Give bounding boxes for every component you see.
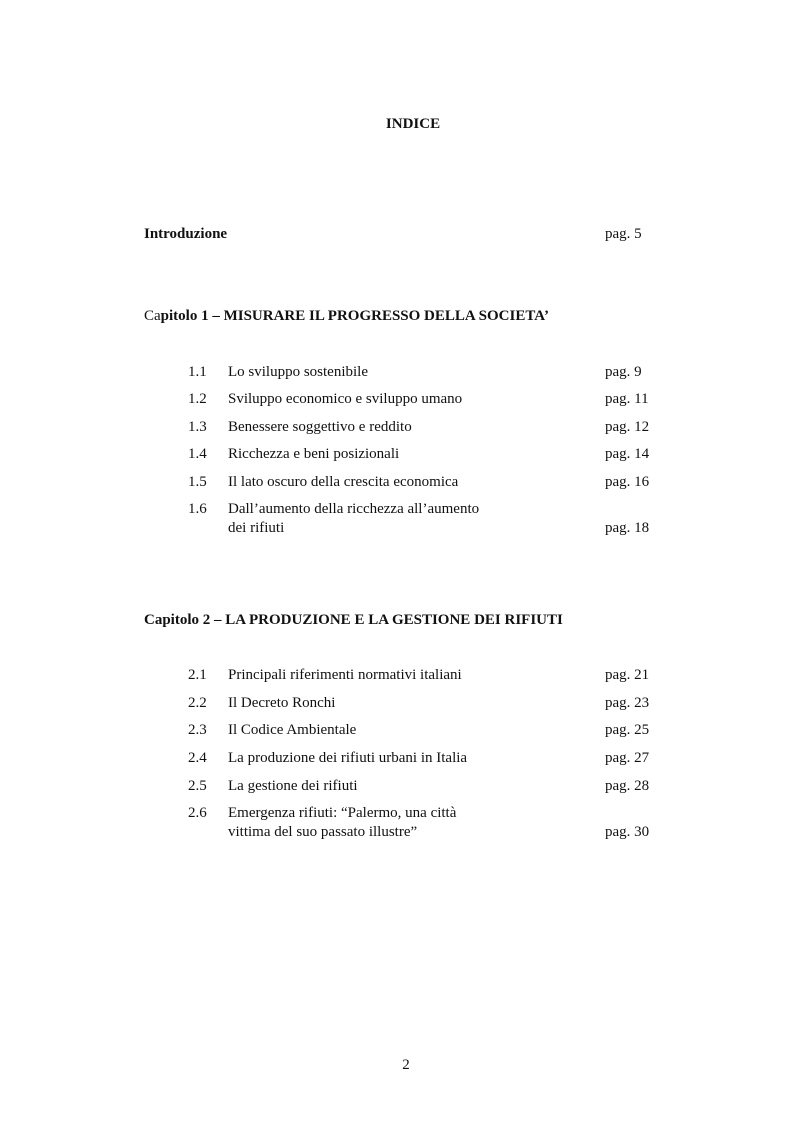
section-title[interactable]: Il Codice Ambientale — [228, 722, 357, 738]
section-title[interactable]: Il Decreto Ronchi — [228, 695, 336, 711]
section-number: 1.1 — [188, 364, 207, 380]
section-page: pag. 23 — [605, 695, 650, 711]
section-page: pag. 27 — [605, 750, 650, 766]
section-number: 2.4 — [188, 750, 207, 766]
section-page: pag. 30 — [605, 824, 650, 840]
toc-introduction-label[interactable]: Introduzione — [144, 226, 228, 242]
chapter-1-heading[interactable] — [144, 307, 549, 325]
page-title: INDICE — [385, 116, 441, 132]
section-title[interactable]: Ricchezza e beni posizionali — [228, 446, 400, 462]
section-number: 2.6 — [188, 805, 207, 821]
chapter-1-heading-rest: pitolo 1 – MISURARE IL PROGRESSO DELLA SOCIETA’ — [160, 308, 549, 324]
section-page: pag. 25 — [605, 722, 650, 738]
section-title[interactable]: Emergenza rifiuti: “Palermo, una città — [228, 805, 457, 821]
section-title[interactable]: Lo sviluppo sostenibile — [228, 364, 368, 380]
section-title-continuation[interactable]: dei rifiuti — [228, 520, 285, 536]
chapter-2-heading[interactable]: Capitolo 2 – LA PRODUZIONE E LA GESTIONE DEI RIFIUTI — [144, 612, 563, 628]
section-number: 2.1 — [188, 667, 207, 683]
section-title[interactable]: Il lato oscuro della crescita economica — [228, 474, 459, 490]
section-page: pag. 28 — [605, 778, 650, 794]
section-title[interactable]: La produzione dei rifiuti urbani in Italia — [228, 750, 468, 766]
chapter-1-heading-prefix: Ca — [144, 308, 161, 324]
section-title[interactable]: Sviluppo economico e sviluppo umano — [228, 391, 463, 407]
section-title-continuation[interactable]: vittima del suo passato illustre” — [228, 824, 418, 840]
section-title[interactable]: Benessere soggettivo e reddito — [228, 419, 412, 435]
section-title[interactable]: La gestione dei rifiuti — [228, 778, 358, 794]
section-number: 1.5 — [188, 474, 207, 490]
toc-introduction-page: pag. 5 — [605, 226, 642, 242]
section-page: pag. 12 — [605, 419, 650, 435]
section-title[interactable]: Principali riferimenti normativi italiani — [228, 667, 462, 683]
section-number: 1.4 — [188, 446, 207, 462]
section-number: 1.3 — [188, 419, 207, 435]
section-page: pag. 9 — [605, 364, 642, 380]
section-number: 2.3 — [188, 722, 207, 738]
section-number: 2.2 — [188, 695, 207, 711]
section-page: pag. 14 — [605, 446, 650, 462]
section-number: 1.6 — [188, 501, 207, 517]
page-number: 2 — [402, 1057, 410, 1073]
section-page: pag. 18 — [605, 520, 650, 536]
section-page: pag. 16 — [605, 474, 650, 490]
section-number: 1.2 — [188, 391, 207, 407]
section-title[interactable]: Dall’aumento della ricchezza all’aumento — [228, 501, 480, 517]
section-number: 2.5 — [188, 778, 207, 794]
section-page: pag. 11 — [605, 391, 649, 407]
section-page: pag. 21 — [605, 667, 650, 683]
